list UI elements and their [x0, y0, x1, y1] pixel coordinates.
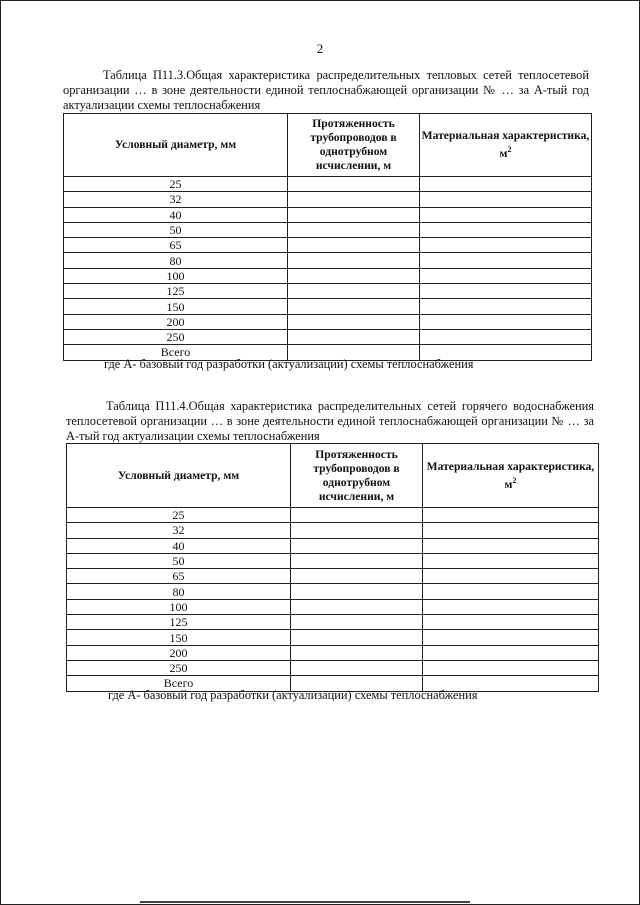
diameter-cell: 80 [64, 253, 288, 268]
diameter-cell: 125 [64, 284, 288, 299]
length-cell [291, 553, 423, 568]
material-cell [423, 660, 599, 675]
table1-caption-line2: организации … в зоне деятельности единой теплоснабжающей организации № … за А-тый год [63, 83, 589, 97]
material-cell [423, 584, 599, 599]
length-cell [288, 253, 420, 268]
table-row [64, 329, 592, 344]
diameter-cell: 80 [67, 584, 291, 599]
table1 [63, 113, 592, 361]
table-row [67, 615, 599, 630]
table1-header-material-text: Материальная характеристика, м [421, 129, 590, 160]
diameter-cell: 200 [64, 314, 288, 329]
length-cell [288, 222, 420, 237]
table1-body [64, 177, 592, 361]
material-cell [420, 238, 592, 253]
table2-header-diameter: Условный диаметр, мм [67, 444, 291, 508]
diameter-cell: 100 [64, 268, 288, 283]
table1-caption [63, 68, 589, 113]
table-row [67, 630, 599, 645]
length-cell [288, 314, 420, 329]
length-cell [291, 584, 423, 599]
table-row [64, 284, 592, 299]
length-cell [291, 508, 423, 523]
table2-body [67, 508, 599, 692]
length-cell [291, 660, 423, 675]
diameter-cell: 25 [64, 177, 288, 192]
material-cell [423, 645, 599, 660]
material-cell [423, 630, 599, 645]
table2-footnote: где А- базовый год разработки (актуализации) схемы теплоснабжения [108, 688, 478, 702]
table-row [64, 238, 592, 253]
diameter-cell: 25 [67, 508, 291, 523]
page-number: 2 [316, 41, 324, 56]
table2-header-material [423, 444, 599, 508]
table1-header-material [420, 114, 592, 177]
length-cell [288, 192, 420, 207]
table-row [67, 508, 599, 523]
table2-caption [66, 399, 594, 444]
length-cell [291, 599, 423, 614]
table-row [64, 299, 592, 314]
material-cell [423, 523, 599, 538]
material-cell [423, 508, 599, 523]
table-row [64, 222, 592, 237]
table1-header-material-sup: 2 [507, 145, 512, 155]
diameter-cell: 50 [64, 222, 288, 237]
material-cell [420, 177, 592, 192]
table-row [64, 177, 592, 192]
length-cell [291, 569, 423, 584]
diameter-cell: 65 [64, 238, 288, 253]
length-cell [288, 177, 420, 192]
material-cell [420, 268, 592, 283]
material-cell [423, 599, 599, 614]
diameter-cell: 40 [67, 538, 291, 553]
diameter-cell: 65 [67, 569, 291, 584]
table1-header-length-text: Протяженность трубопроводов в однотрубном исчислении, м [310, 117, 397, 172]
material-cell [420, 299, 592, 314]
diameter-cell: 40 [64, 207, 288, 222]
length-cell [288, 329, 420, 344]
table1-caption-line1: Таблица П11.3.Общая характеристика распределительных тепловых сетей теплосетевой [103, 68, 589, 82]
length-cell [291, 538, 423, 553]
material-cell [420, 222, 592, 237]
table-row [67, 584, 599, 599]
length-cell [291, 630, 423, 645]
diameter-cell: 32 [67, 523, 291, 538]
table-row [67, 538, 599, 553]
length-cell [288, 299, 420, 314]
table-row [67, 645, 599, 660]
material-cell [423, 569, 599, 584]
table1-footnote: где А- базовый год разработки (актуализации) схемы теплоснабжения [104, 357, 474, 371]
material-cell [420, 284, 592, 299]
table-row [67, 599, 599, 614]
length-cell [288, 268, 420, 283]
diameter-cell: 150 [64, 299, 288, 314]
diameter-cell: 250 [67, 660, 291, 675]
table1-caption-line3: актуализации схемы теплоснабжения [63, 98, 261, 112]
table-row [64, 192, 592, 207]
material-cell [423, 538, 599, 553]
table-row [67, 523, 599, 538]
table-row [64, 314, 592, 329]
length-cell [291, 523, 423, 538]
diameter-cell: 125 [67, 615, 291, 630]
diameter-cell: 200 [67, 645, 291, 660]
material-cell [423, 615, 599, 630]
length-cell [288, 284, 420, 299]
table1-header-diameter: Условный диаметр, мм [64, 114, 288, 177]
diameter-cell: 100 [67, 599, 291, 614]
scan-artifact-line [140, 901, 470, 903]
material-cell [423, 553, 599, 568]
table-row [64, 207, 592, 222]
length-cell [288, 238, 420, 253]
material-cell [420, 329, 592, 344]
diameter-cell: Всего [67, 676, 291, 691]
table-row [67, 569, 599, 584]
diameter-cell: 250 [64, 329, 288, 344]
table2-header-material-text: Материальная характеристика, м [426, 459, 595, 491]
table2-header-row [67, 444, 599, 508]
table1-header-length [288, 114, 420, 177]
table2-header-length-text: Протяженность трубопроводов в однотрубном исчислении, м [313, 447, 400, 503]
table-row [64, 268, 592, 283]
diameter-cell: Всего [64, 345, 288, 360]
diameter-cell: 50 [67, 553, 291, 568]
length-cell [291, 645, 423, 660]
length-cell [291, 615, 423, 630]
diameter-cell: 32 [64, 192, 288, 207]
table2-caption-line1: Таблица П11.4.Общая характеристика распределительных сетей горячего водоснабжения [106, 399, 594, 413]
length-cell [288, 207, 420, 222]
material-cell [420, 314, 592, 329]
table2-header-material-sup: 2 [512, 475, 517, 485]
table2-caption-line3: за А-тый год актуализации схемы теплоснабжения [66, 414, 594, 443]
table2 [66, 443, 599, 692]
table2-header-length [291, 444, 423, 508]
material-cell [420, 192, 592, 207]
material-cell [420, 207, 592, 222]
table1-header-row [64, 114, 592, 177]
table2-caption-line2: теплосетевой организации … в зоне деятельности единой теплоснабжающей организации № … [66, 414, 580, 428]
table-row [64, 253, 592, 268]
diameter-cell: 150 [67, 630, 291, 645]
table-row [67, 660, 599, 675]
table-row [67, 553, 599, 568]
material-cell [420, 253, 592, 268]
